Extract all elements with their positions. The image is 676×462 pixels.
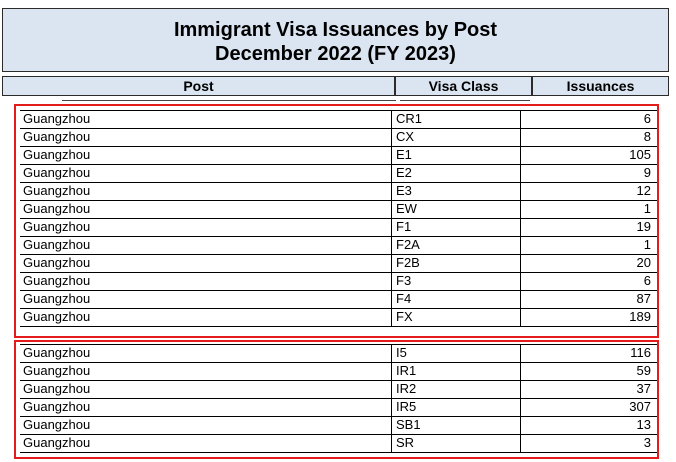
cell-post: Guangzhou [20,183,392,200]
cell-visa-class: IR2 [392,381,521,398]
cell-visa-class: CR1 [392,111,521,128]
cell-issuances: 6 [643,273,651,288]
cell-post: Guangzhou [20,381,392,398]
cell-post: Guangzhou [20,129,392,146]
table-row [20,165,657,183]
cell-issuances: 13 [636,417,651,432]
cell-issuances: 307 [629,399,651,414]
header-divider-line [400,100,530,101]
cell-issuances: 1 [643,237,651,252]
cell-issuances: 6 [643,111,651,126]
cell-visa-class: F2B [392,255,521,272]
table-row [20,291,657,309]
issuance-table-block-1 [20,110,657,327]
cell-visa-class: F3 [392,273,521,290]
cell-visa-class: I5 [392,345,521,362]
cell-issuances: 37 [636,381,651,396]
cell-visa-class: E3 [392,183,521,200]
cell-post: Guangzhou [20,417,392,434]
table-header [2,76,669,96]
cell-visa-class: F2A [392,237,521,254]
cell-issuances: 189 [629,309,651,324]
cell-visa-class: SR [392,435,521,452]
cell-post: Guangzhou [20,165,392,182]
cell-post: Guangzhou [20,435,392,452]
table-row [20,183,657,201]
cell-issuances: 105 [629,147,651,162]
cell-issuances: 20 [636,255,651,270]
cell-issuances: 1 [643,201,651,216]
cell-visa-class: SB1 [392,417,521,434]
table-row [20,309,657,327]
table-row [20,219,657,237]
cell-issuances: 9 [643,165,651,180]
column-header-visa-class: Visa Class [395,76,532,96]
cell-post: Guangzhou [20,309,392,326]
table-row [20,255,657,273]
table-row [20,345,657,363]
table-row [20,237,657,255]
table-row [20,417,657,435]
cell-issuances: 3 [643,435,651,450]
table-row [20,399,657,417]
cell-post: Guangzhou [20,291,392,308]
cell-post: Guangzhou [20,237,392,254]
cell-visa-class: IR1 [392,363,521,380]
cell-visa-class: FX [392,309,521,326]
cell-issuances: 116 [630,345,651,360]
cell-visa-class: EW [392,201,521,218]
table-row [20,147,657,165]
cell-issuances: 12 [636,183,651,198]
table-row [20,381,657,399]
cell-post: Guangzhou [20,201,392,218]
cell-post: Guangzhou [20,399,392,416]
column-header-issuances: Issuances [532,76,669,96]
cell-issuances: 19 [636,219,651,234]
cell-post: Guangzhou [20,345,392,362]
issuance-table-block-2 [20,344,657,453]
cell-post: Guangzhou [20,273,392,290]
cell-post: Guangzhou [20,255,392,272]
cell-visa-class: F1 [392,219,521,236]
cell-visa-class: E2 [392,165,521,182]
table-row [20,129,657,147]
report-title: Immigrant Visa Issuances by Post [173,19,498,41]
cell-visa-class: IR5 [392,399,521,416]
cell-issuances: 59 [636,363,651,378]
table-row [20,363,657,381]
table-row [20,111,657,129]
table-row [20,201,657,219]
cell-post: Guangzhou [20,111,392,128]
cell-issuances: 8 [643,129,651,144]
table-row [20,435,657,453]
cell-visa-class: F4 [392,291,521,308]
cell-visa-class: E1 [392,147,521,164]
header-divider-line [62,100,396,101]
cell-post: Guangzhou [20,363,392,380]
cell-issuances: 87 [636,291,651,306]
cell-post: Guangzhou [20,219,392,236]
cell-visa-class: CX [392,129,521,146]
report-period: December 2022 (FY 2023) [215,43,456,65]
cell-post: Guangzhou [20,147,392,164]
column-header-post: Post [2,76,395,96]
table-row [20,273,657,291]
report-title-box [2,8,669,72]
